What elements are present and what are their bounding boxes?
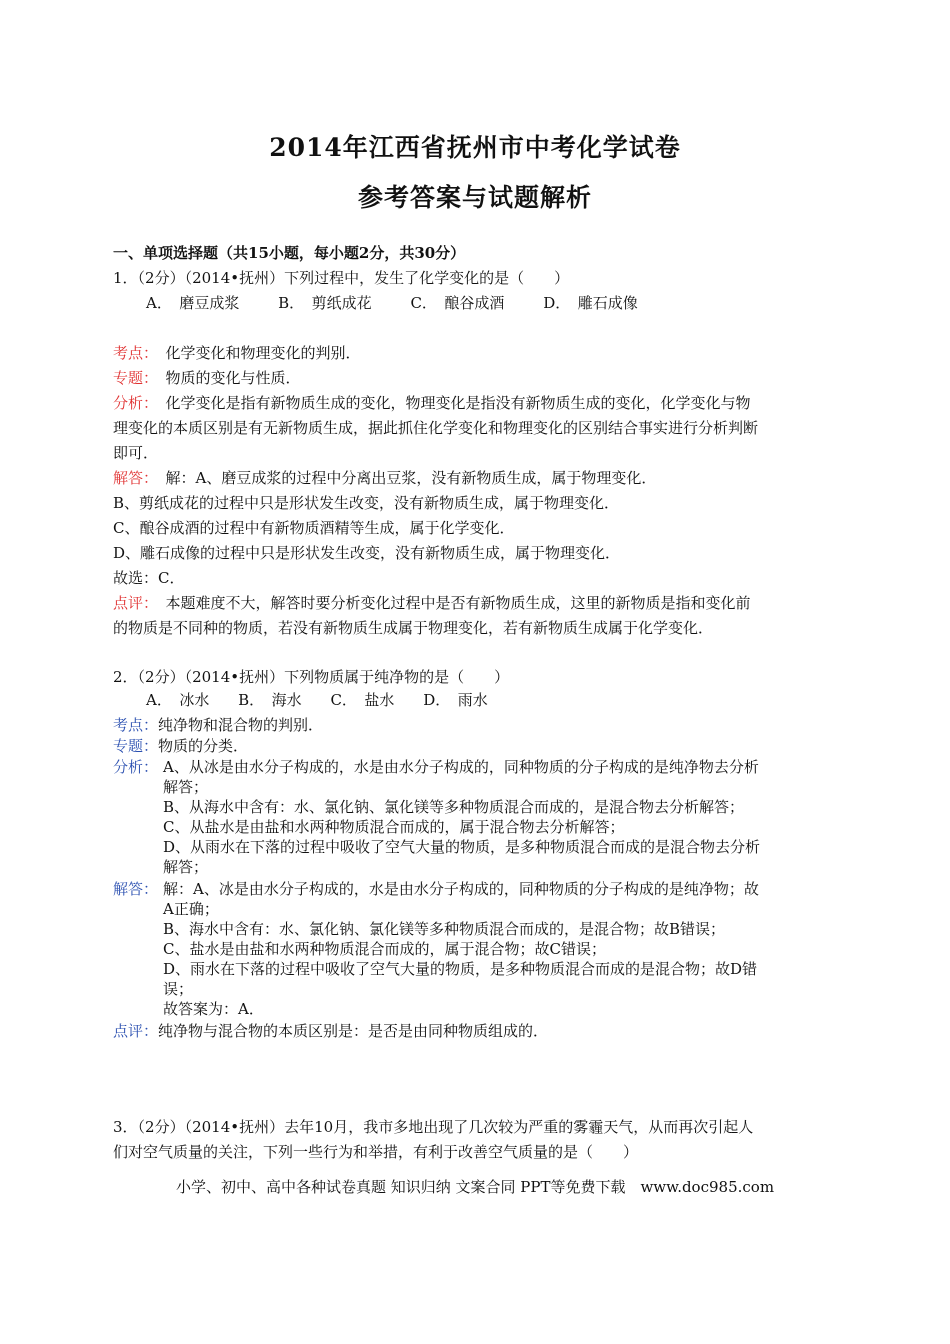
q1-kaodian-label: 考点： xyxy=(113,344,151,362)
q1-jieda-text-2: B、剪纸成花的过程中只是形状发生改变，没有新物质生成，属于物理变化． xyxy=(113,494,620,512)
q1-option-d: D． 雕石成像 xyxy=(543,294,638,312)
q2-zhuanti-text: 物质的分类． xyxy=(158,737,249,755)
q1-dianping xyxy=(113,593,751,613)
q2-dianping-label: 点评： xyxy=(113,1022,159,1040)
q2-fenxi-line-3: B、从海水中含有：水、氯化钠、氯化镁等多种物质混合而成的，是混合物去分析解答； xyxy=(163,798,745,816)
q1-fenxi xyxy=(113,393,751,413)
q2-jieda-line-1: 解：A、冰是由水分子构成的，水是由水分子构成的，同种物质的分子构成的是纯净物；故 xyxy=(163,880,759,898)
q2-jieda-line-6: 误； xyxy=(163,980,194,998)
q1-jieda-text-1: 解：A、磨豆成浆的过程中分离出豆浆，没有新物质生成，属于物理变化． xyxy=(165,469,657,487)
q2-kaodian-text: 纯净物和混合物的判别． xyxy=(158,716,324,734)
page-footer: 小学、初中、高中各种试卷真题 知识归纳 文案合同 PPT等免费下载 www.doc985.com xyxy=(175,1178,775,1196)
q1-fenxi-text-1: 化学变化是指有新物质生成的变化，物理变化是指没有新物质生成的变化，化学变化与物 xyxy=(165,394,751,412)
q2-option-d: D． 雨水 xyxy=(423,691,488,709)
q1-option-b: B． 剪纸成花 xyxy=(278,294,372,312)
q2-option-a: A． 冰水 xyxy=(146,691,210,709)
q1-kaodian-text: 化学变化和物理变化的判别． xyxy=(165,344,361,362)
q1-jieda-label: 解答： xyxy=(113,469,151,487)
q2-dianping-text: 纯净物与混合物的本质区别是：是否是由同种物质组成的． xyxy=(158,1022,549,1040)
q2-fenxi-line-5: D、从雨水在下落的过程中吸收了空气大量的物质，是多种物质混合而成的是混合物去分析 xyxy=(163,838,761,856)
q1-fenxi-text-2: 理变化的本质区别是有无新物质生成，据此抓住化学变化和物理变化的区别结合事实进行分析判断 xyxy=(113,419,759,437)
page-title: 2014年江西省抚州市中考化学试卷 xyxy=(269,133,681,162)
q1-dianping-text-1: 本题难度不大，解答时要分析变化过程中是否有新物质生成，这里的新物质是指和变化前 xyxy=(165,594,751,612)
q2-fenxi-line-6: 解答； xyxy=(163,858,209,876)
q2-option-b: B． 海水 xyxy=(238,691,302,709)
q2-fenxi-line-1: A、从冰是由水分子构成的，水是由水分子构成的，同种物质的分子构成的是纯净物去分析 xyxy=(163,758,759,776)
q2-zhuanti xyxy=(113,736,248,756)
q2-kaodian xyxy=(113,715,323,735)
q3-stem-1: 3．（2分）（2014•抚州）去年10月，我市多地出现了几次较为严重的雾霾天气，从而再次引起人 xyxy=(113,1118,754,1136)
q1-dianping-label: 点评： xyxy=(113,594,151,612)
q2-zhuanti-label: 专题： xyxy=(113,737,159,755)
q2-kaodian-label: 考点： xyxy=(113,716,159,734)
q2-dianping xyxy=(113,1021,548,1041)
q1-fenxi-label: 分析： xyxy=(113,394,151,412)
q1-jieda-text-3: C、酿谷成酒的过程中有新物质酒精等生成，属于化学变化． xyxy=(113,519,515,537)
q1-jieda-text-5: 故选：C． xyxy=(113,569,185,587)
q1-kaodian xyxy=(113,343,361,363)
q3-stem-2: 们对空气质量的关注，下列一些行为和举措，有利于改善空气质量的是（ ） xyxy=(113,1143,639,1161)
q1-fenxi-text-3: 即可． xyxy=(113,444,159,462)
q2-fenxi-label: 分析： xyxy=(113,758,159,776)
q1-option-c: C． 酿谷成酒 xyxy=(410,294,505,312)
q2-stem: 2．（2分）（2014•抚州）下列物质属于纯净物的是（ ） xyxy=(113,668,510,686)
q2-jieda-label: 解答： xyxy=(113,880,159,898)
q1-zhuanti-label: 专题： xyxy=(113,369,151,387)
q2-jieda-line-2: A正确； xyxy=(163,900,219,918)
q2-jieda-line-7: 故答案为：A． xyxy=(163,1000,264,1018)
q2-option-c: C． 盐水 xyxy=(330,691,395,709)
q1-jieda xyxy=(113,468,656,488)
q1-zhuanti xyxy=(113,368,301,388)
q1-zhuanti-text: 物质的变化与性质． xyxy=(165,369,301,387)
q2-jieda-line-3: B、海水中含有：水、氯化钠、氯化镁等多种物质混合而成的，是混合物；故B错误； xyxy=(163,920,726,938)
q1-options xyxy=(146,293,672,313)
section-heading: 一、单项选择题（共15小题，每小题2分，共30分） xyxy=(113,244,466,262)
q2-jieda-line-4: C、盐水是由盐和水两种物质混合而成的，属于混合物；故C错误； xyxy=(163,940,606,958)
q2-options xyxy=(146,690,512,710)
q1-dianping-text-2: 的物质是不同种的物质，若没有新物质生成属于物理变化，若有新物质生成属于化学变化． xyxy=(113,619,714,637)
q1-jieda-text-4: D、雕石成像的过程中只是形状发生改变，没有新物质生成，属于物理变化． xyxy=(113,544,621,562)
q2-jieda-line-5: D、雨水在下落的过程中吸收了空气大量的物质，是多种物质混合而成的是混合物；故D错 xyxy=(163,960,758,978)
q1-stem: 1．（2分）（2014•抚州）下列过程中，发生了化学变化的是（ ） xyxy=(113,269,570,287)
q2-fenxi-line-2: 解答； xyxy=(163,778,209,796)
q1-option-a: A． 磨豆成浆 xyxy=(146,294,240,312)
page-subtitle: 参考答案与试题解析 xyxy=(357,183,592,212)
q2-fenxi-line-4: C、从盐水是由盐和水两种物质混合而成的，属于混合物去分析解答； xyxy=(163,818,625,836)
